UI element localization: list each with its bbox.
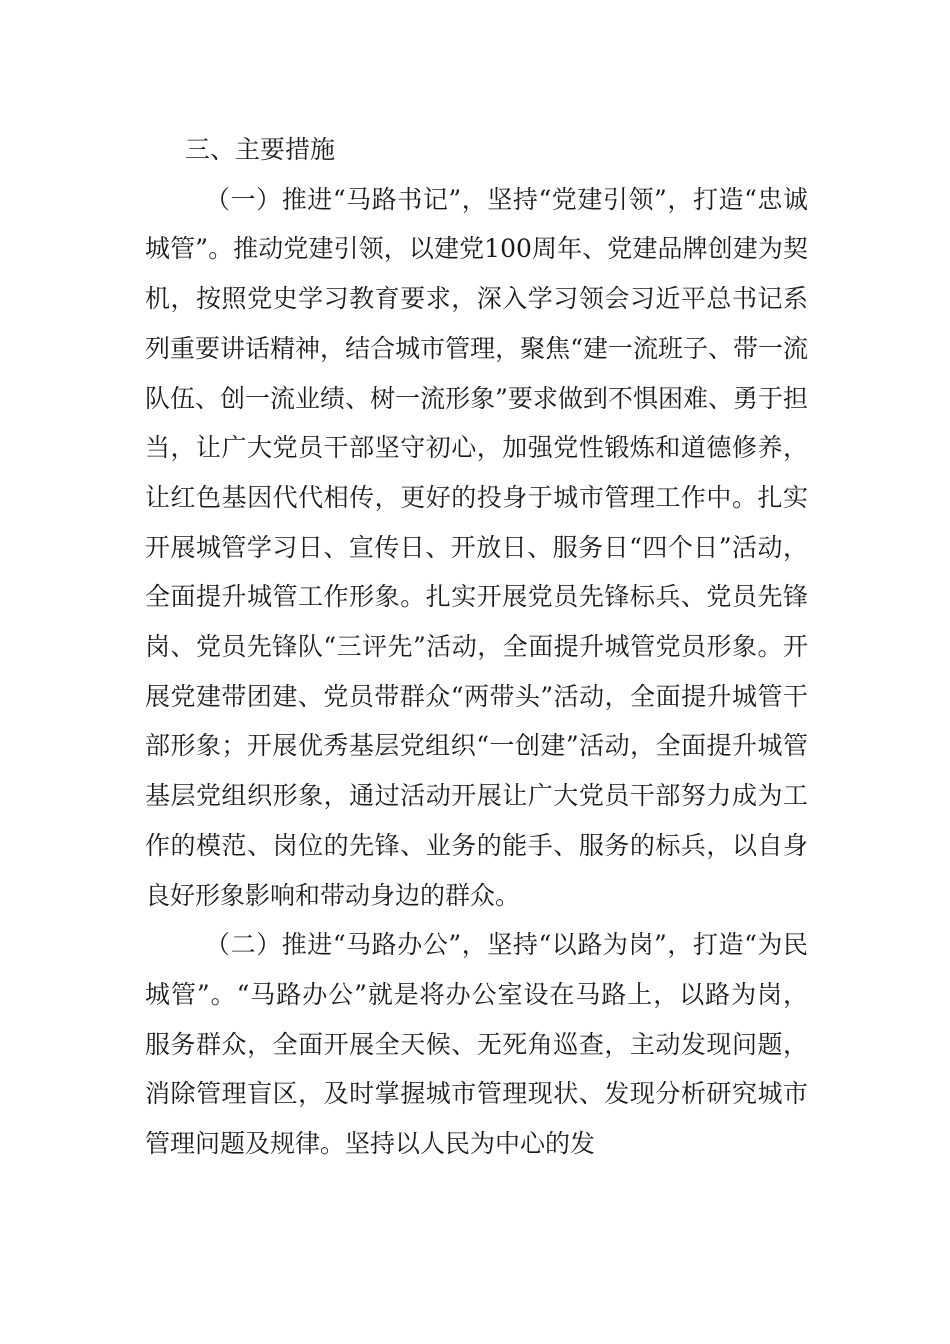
section-heading: 三、主要措施 xyxy=(185,135,336,164)
document-body xyxy=(145,125,808,1169)
paragraph-road-office: （二）推进“马路办公”，坚持“以路为岗”，打造“为民城管”。“马路办公”就是将办公室设在马路上，以路为岗，服务群众，全面开展全天候、无死角巡查，主动发现问题，消除管理盲区，及时掌握城市管理现状、发现分析研究城市管理问题及规律。坚持以人民为中心的发 xyxy=(145,930,808,1159)
paragraph-party-secretary: （一）推进“马路书记”，坚持“党建引领”，打造“忠诚城管”。推动党建引领，以建党100周年、党建品牌创建为契机，按照党史学习教育要求，深入学习领会习近平总书记系列重要讲话精神，结合城市管理，聚焦“建一流班子、带一流队伍、创一流业绩、树一流形象”要求做到不惧困难、勇于担当，让广大党员干部坚守初心，加强党性锻炼和道德修养，让红色基因代代相传，更好的投身于城市管理工作中。扎实开展城管学习日、宣传日、开放日、服务日“四个日”活动，全面提升城管工作形象。扎实开展党员先锋标兵、党员先锋岗、党员先锋队“三评先”活动，全面提升城管党员形象。开展党建带团建、党员带群众“两带头”活动，全面提升城管干部形象；开展优秀基层党组织“一创建”活动，全面提升城管基层党组织形象，通过活动开展让广大党员干部努力成为工作的模范、岗位的先锋、业务的能手、服务的标兵，以自身良好形象影响和带动身边的群众。 xyxy=(145,184,808,910)
